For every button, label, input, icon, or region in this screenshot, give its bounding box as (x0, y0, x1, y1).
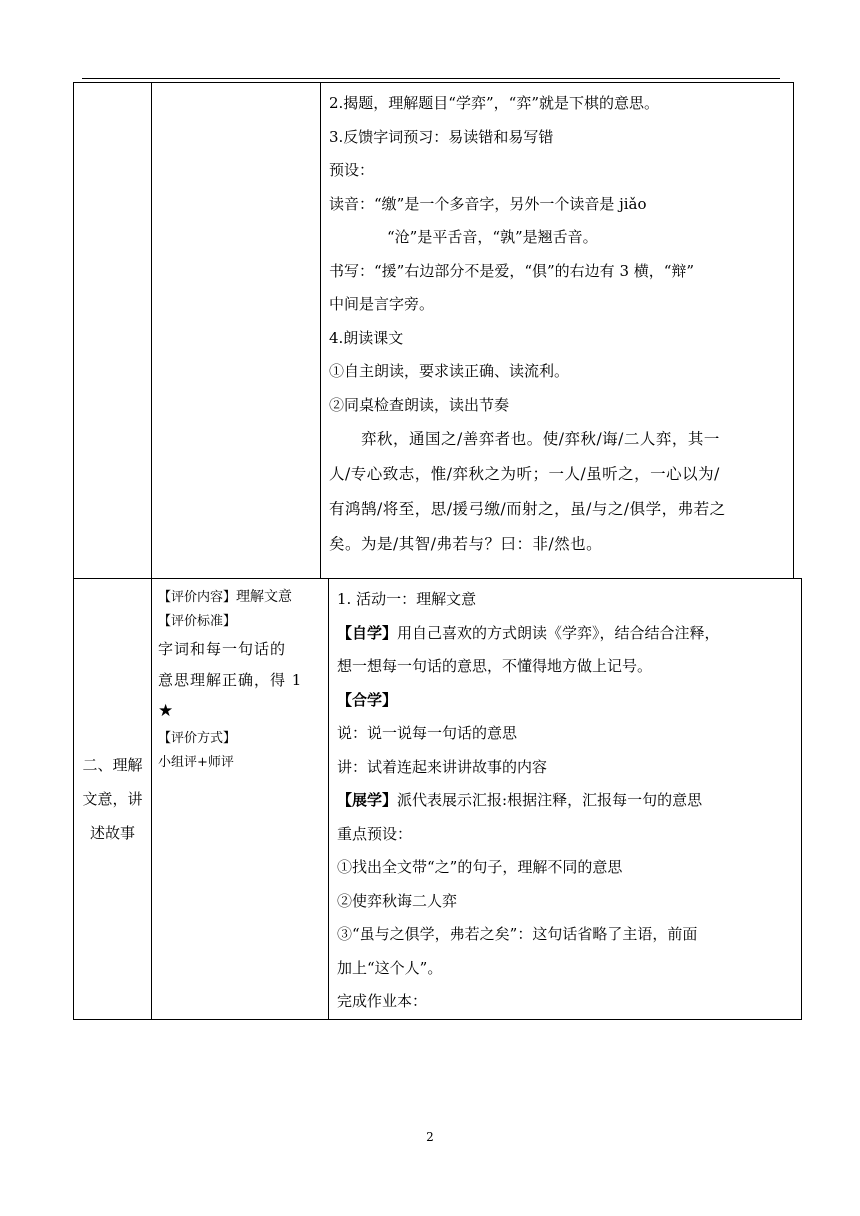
text-line: 2.揭题，理解题目“学弈”，“弈”就是下棋的意思。 (329, 94, 659, 112)
text-line: 中间是言字旁。 (329, 295, 435, 313)
text-line: “沧”是平舌音，“孰”是翘舌音。 (387, 228, 598, 246)
eval-cell (152, 579, 329, 1020)
text-line: 3.反馈字词预习：易读错和易写错 (329, 127, 554, 146)
text-line: 讲：试着连起来讲讲故事的内容 (337, 757, 548, 776)
text-line: ①找出全文带“之”的句子，理解不同的意思 (337, 858, 623, 876)
page-number: 2 (426, 1130, 434, 1144)
classical-text-line: 有鸿鹄/将至，思/援弓缴/而射之，虽/与之/俱学，弗若之 (329, 500, 726, 518)
text-line: 读音：“缴”是一个多音字，另外一个读音是 jiǎo (329, 194, 647, 213)
text-line: ②使弈秋诲二人弈 (337, 891, 458, 910)
stage-cell-empty (74, 83, 152, 579)
eval-standard-line: 字词和每一句话的 (158, 640, 287, 658)
zixue-text: 用自己喜欢的方式朗读《学弈》，结合结合注释， (397, 623, 720, 642)
text-line: ②同桌检查朗读，读出节奏 (329, 395, 510, 414)
eval-method-label: 【评价方式】 (158, 731, 237, 746)
zhanxue-label: 【展学】 (337, 791, 398, 809)
zixue-label: 【自学】 (337, 623, 398, 642)
text-line: ①自主朗读，要求读正确、读流利。 (329, 362, 570, 380)
text-line: ③“虽与之俱学，弗若之矣”：这句话省略了主语，前面 (337, 925, 698, 943)
activity-cell (321, 83, 794, 579)
classical-text-line: 矣。为是/其智/弗若与？曰：非/然也。 (329, 535, 603, 553)
eval-method-value: 小组评+师评 (158, 755, 234, 770)
text-line: 加上“这个人”。 (337, 958, 443, 977)
eval-standard-line: 意思理解正确，得 1 (158, 671, 303, 689)
zhanxue-text: 派代表展示汇报:根据注释，汇报每一句的意思 (397, 791, 703, 809)
classical-text-line: 人/专心致志，惟/弈秋之为听；一人/虽听之，一心以为/ (329, 465, 720, 483)
activity-title: 1. 活动一：理解文意 (337, 590, 477, 608)
classical-text-line: 弈秋，通国之/善弈者也。使/弈秋/诲/二人弈，其一 (361, 430, 720, 448)
text-line: 预设： (329, 161, 375, 179)
text-line: 书写：“援”右边部分不是爱，“俱”的右边有 3 横，“辩” (329, 261, 695, 280)
eval-content-value: 理解文意 (236, 589, 293, 605)
lesson-table-part-2 (73, 578, 802, 1020)
stage-line: 述故事 (89, 823, 135, 842)
lesson-table-part-1 (73, 82, 794, 579)
eval-standard-label: 【评价标准】 (158, 614, 237, 629)
text-line: 4.朗读课文 (329, 328, 404, 347)
activity-cell (329, 579, 802, 1020)
header-rule (82, 78, 780, 79)
stage-line: 文意，讲 (82, 789, 143, 808)
hexue-label: 【合学】 (337, 690, 398, 709)
eval-cell-empty (152, 83, 321, 579)
eval-content-label: 【评价内容】 (158, 590, 237, 605)
star-icon: ★ (158, 701, 175, 721)
text-line: 说：说一说每一句话的意思 (337, 724, 518, 742)
text-line: 完成作业本： (337, 992, 428, 1010)
text-line: 想一想每一句话的意思，不懂得地方做上记号。 (337, 657, 653, 675)
stage-line: 二、理解 (82, 755, 143, 774)
text-line: 重点预设： (337, 824, 413, 843)
stage-cell (74, 579, 152, 1020)
